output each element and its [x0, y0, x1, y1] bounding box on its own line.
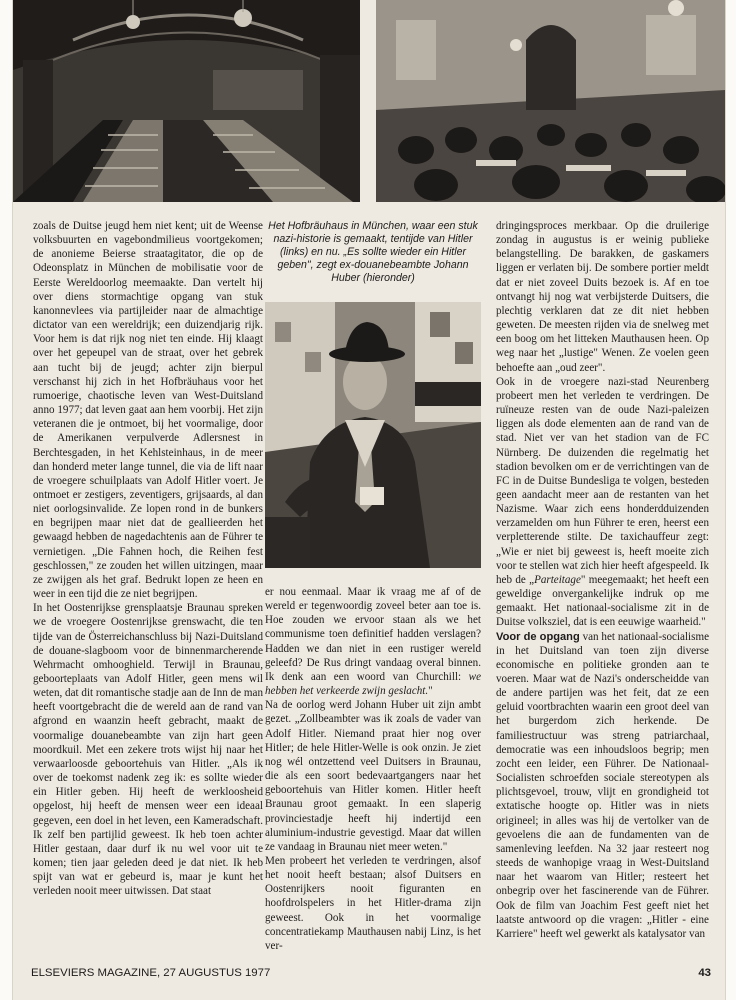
article-paragraph: In het Oostenrijkse grensplaatsje Braunau spreken we de vroegere Oostenrijkse grenswacht, die ten tijde van de Österreichanschluss bij Nazi-Duitsland de douane-slagboom voor de binnenmarcherende Wehrmacht omhooghield. Terwijl in Braunau, geboorteplaats van Adolf Hitler, geen mens wil weten, dat dit romantische stadje aan de Inn de man heeft voortgebracht die de wereld aan de rand van afgrond en waanzin heeft gebracht, maakt de voormalige douanebeambte van zijn hart geen moordkuil. Met een zekere trots wijst hij naar het verwaarloosde geboortehuis van Hitler. „Als ik over de toekomst nadenk zeg ik: es sollte wieder ein Hitler geben. Hij heeft de werkloosheid opgelost, hij heeft de mensen weer een ideaal gegeven, een doel in het leven, een Kameradschaft. Ik zelf ben partijlid geweest. Ik heb toen achter Hitler gestaan, daar durf ik nu wel voor uit te komen; tien jaar geleden deed je dat niet. Ik heb spijt van wat er gebeurd is, maar je kunt het verleden nooit meer uitwissen. Dat staat	[33, 602, 263, 898]
portrait-illustration	[265, 302, 481, 568]
magazine-page	[12, 0, 726, 1000]
churchill-quote: we hebben het verkeerde zwijn geslacht.	[265, 670, 481, 698]
beer-hall-historic-illustration	[13, 0, 360, 202]
article-column-1	[33, 219, 263, 899]
text-run: Ook in de vroegere nazi-stad Neurenberg probeert men het verleden te verdringen. De ruïneuze resten van de oude Nazi-paleizen liggen als dode elementen aan de rand van de stad. Niet ver van het stadion van de FC Nürnberg. De duizenden die regelmatig het stadion bevolken om er de verrichtingen van de FC in de Duitse Bundesliga te volgen, besteden geen aandacht meer aan de restanten van het Nazisme. Waar zich eens honderdduizenden verzamelden om hun Führer te eren, heerst een verpletterende stilte. De taxichauffeur zegt: „Wie er niet bij geweest is, heeft moeite zich voor te stellen wat zich hier heeft afgespeeld. Ik heb de „	[496, 375, 709, 586]
photo-hofbrauhaus-today	[376, 0, 725, 202]
article-paragraph: dringingsproces merkbaar. Op die druilerige zondag in augustus is er weinig publieke belangstelling. De barakken, de gaskamers liggen er verlaten bij. De sombere portier meldt dat er niet zoveel Duits bezoek is. Af en toe ontvangt hij nog wat verbijsterde Duitsers, die plechtig verklaren dat ze dit niet hebben geweten. De meesten rijden via de snelweg met een boog om het litteken Mauthausen heen. Op weg naar het „lustige" Wenen. Ze voelen geen behoefte aan „oud zeer".	[496, 220, 709, 374]
photo-caption: Het Hofbräuhaus in München, waar een stuk nazi-historie is gemaakt, tentijde van Hitler (links) en nu. „Es sollte wieder ein Hitler geben", zegt ex-douanebeambte Johann Huber (hieronder)	[268, 220, 478, 284]
subheading-lead: Voor de opgang	[496, 630, 580, 643]
crowded-hall-illustration	[376, 0, 725, 202]
text-run: "	[428, 685, 433, 698]
article-column-3	[496, 219, 709, 941]
article-paragraph	[496, 375, 709, 630]
text-run: " meegemaakt; het heeft een geweldige onvergankelijke indruk op me gemaakt. Het nationaal-socialisme zit in de Duitse volksziel, dat is een eeuwige waarheid."	[496, 573, 709, 629]
magazine-issue-line: ELSEVIERS MAGAZINE, 27 AUGUSTUS 1977	[31, 967, 271, 979]
article-paragraph: zoals de Duitse jeugd hem niet kent; uit de Weense volksbuurten en vagebondmilieus voortgekomen; de anonieme Beierse straatagitator, die op de Odeonsplatz in München de mobilisatie voor de Eerste Wereldoorlog meemaakte. Dan vertelt hij over diens stormachtige opgang van stuk kanonnevlees via partijleider naar de almachtige dictator van een wereldrijk; een duizendjarig rijk. Voor hem is dat rijk nog niet ten einde. Hij klaagt over het gepeupel van de straat, over het gebrek aan tucht bij de jeugd; achter zijn bierpul verschanst hij zich in het Hofbräuhaus voor het rumoerige, chaotische leven van West-Duitsland anno 1977; dat leven gaat aan hem voorbij. Het zijn veteranen die je ontmoet, bij het voormalige, door de Amerikanen verpulverde Adlersnest in Berchtesgaden, in het Kehlsteinhaus, in de meer dan honderd meter lange tunnel, die via de lift naar de vroegere schuilplaats van Adolf Hitler voert. Je ontmoet er zestigers, zeventigers, grijsaards, al dan niet oorlogsinvalide. Ze lopen rond in de bunkers en begrijpen maar niet dat de geallieerden het gewaagd hebben de nagedachtenis aan de Führer te vernietigen. „Die Fahnen hoch, die Reihen fest geschlossen," ze zouden het willen uitzingen, maar ze zwijgen als het graf. Bedrukt lopen ze heen en weer in een tijd die ze niet begrijpen.	[33, 220, 263, 601]
article-paragraph	[265, 585, 481, 698]
article-paragraph: Men probeert het verleden te verdringen, alsof het nooit heeft bestaan; alsof Duitsers en Oostenrijkers nooit figuranten en hoofdrolspelers in het Hitler-drama zijn geweest. Ook in het voormalige concentratiekamp Mauthausen nabij Linz, is het ver-	[265, 854, 481, 952]
article-paragraph	[496, 630, 709, 941]
photo-hofbrauhaus-historic	[13, 0, 360, 202]
text-run: er nou eenmaal. Maar ik vraag me af of de wereld er tegenwoordig zoveel beter aan toe is. Hoe zouden we ervoor staan als we het communisme toen definitief hadden verslagen? Hadden we dan niet in een rustiger wereld geleefd? De Rus dringt vandaag overal binnen. Ik denk aan een woord van Churchill:	[265, 586, 481, 683]
article-column-2	[265, 585, 481, 953]
parteitage-term: Parteitage	[534, 573, 581, 586]
photo-johann-huber	[265, 302, 481, 568]
page-footer	[31, 967, 711, 979]
page-number: 43	[698, 967, 711, 979]
article-paragraph: Na de oorlog werd Johann Huber uit zijn ambt gezet. „Zollbeambter was ik zoals de vader van Adolf Hitler. Niemand praat hier nog over Hitler; de hele Hitler-Welle is ook onzin. Je ziet nog wél ontzettend veel Duitsers in Braunau, die als een soort bedevaartgangers naar het geboortehuis van Hitler komen. Hitler heeft Braunau groot gemaakt. In een slaperig provinciestadje heeft hij indertijd een aluminium-industrie gevestigd. Maar dat willen ze vandaag in Braunau niet meer weten."	[265, 699, 481, 853]
text-run: van het nationaal-socialisme in het Duitsland van toen zijn diverse economische en politieke gronden aan te voeren. Maar wat de Nazi's onderscheidde van de andere partijen was het feit, dat ze een geluid voortbrachten waarin een groot deel van het burgerdom zich herkende. De familiestructuur was streng patriarchaal, democratie was een inhoudsloos begrip; men zocht een leider, een Führer. De Nationaal-Socialisten schroefden sociale stereotypen als plichtsgevoel, trouw, vlijt en grondigheid tot extatische hoogte op. Hitler was in niets origineel; in alles was hij de vertolker van de gevoelens die aan de fundamenten van de samenleving leefden. Na 32 jaar resteert nog steeds de wanhopige vraag in West-Duitsland naar het waarom van Hitler; resteert het onbegrip over het fascinerende van de Führer. Ook de film van Joachim Fest geeft niet het laatste antwoord op die vragen: „Hitler - eine Karriere" heeft wel gewerkt als katalysator van	[496, 630, 709, 940]
